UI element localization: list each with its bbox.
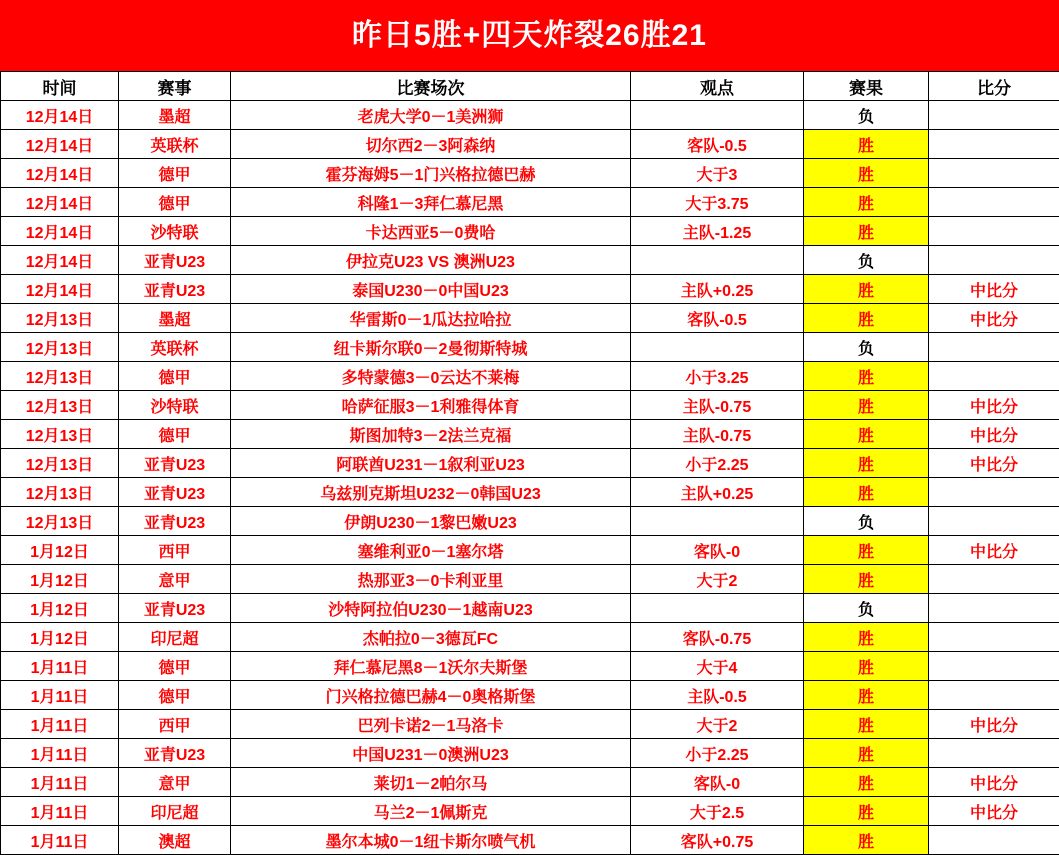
cell-score xyxy=(929,826,1059,855)
cell-result: 胜 xyxy=(804,768,929,797)
cell-match: 塞维利亚0－1塞尔塔 xyxy=(231,536,631,565)
cell-league: 西甲 xyxy=(119,536,231,565)
cell-league: 亚青U23 xyxy=(119,246,231,275)
cell-time: 12月13日 xyxy=(1,507,119,536)
cell-time: 1月11日 xyxy=(1,652,119,681)
cell-time: 12月14日 xyxy=(1,159,119,188)
table-row xyxy=(1,188,1059,217)
cell-view: 主队-0.75 xyxy=(631,391,804,420)
cell-time: 12月13日 xyxy=(1,391,119,420)
cell-league: 德甲 xyxy=(119,188,231,217)
cell-result: 胜 xyxy=(804,420,929,449)
cell-match: 巴列卡诺2－1马洛卡 xyxy=(231,710,631,739)
page-title: 昨日5胜+四天炸裂26胜21 xyxy=(0,0,1059,71)
cell-result: 负 xyxy=(804,507,929,536)
cell-match: 沙特阿拉伯U230－1越南U23 xyxy=(231,594,631,623)
cell-match: 老虎大学0－1美洲狮 xyxy=(231,101,631,130)
cell-league: 亚青U23 xyxy=(119,594,231,623)
table-row xyxy=(1,594,1059,623)
cell-score: 中比分 xyxy=(929,449,1059,478)
cell-time: 12月14日 xyxy=(1,101,119,130)
cell-score: 中比分 xyxy=(929,797,1059,826)
cell-league: 沙特联 xyxy=(119,217,231,246)
cell-match: 伊朗U230－1黎巴嫩U23 xyxy=(231,507,631,536)
results-table xyxy=(0,71,1059,855)
cell-result: 胜 xyxy=(804,275,929,304)
table-row xyxy=(1,449,1059,478)
cell-score xyxy=(929,507,1059,536)
cell-league: 英联杯 xyxy=(119,130,231,159)
cell-match: 门兴格拉德巴赫4－0奥格斯堡 xyxy=(231,681,631,710)
cell-score xyxy=(929,101,1059,130)
table-row xyxy=(1,681,1059,710)
cell-view: 客队+0.75 xyxy=(631,826,804,855)
cell-league: 亚青U23 xyxy=(119,478,231,507)
cell-view: 小于3.25 xyxy=(631,362,804,391)
cell-match: 纽卡斯尔联0－2曼彻斯特城 xyxy=(231,333,631,362)
cell-result: 胜 xyxy=(804,739,929,768)
cell-time: 12月14日 xyxy=(1,246,119,275)
cell-match: 卡达西亚5－0费哈 xyxy=(231,217,631,246)
cell-match: 拜仁慕尼黑8－1沃尔夫斯堡 xyxy=(231,652,631,681)
cell-score xyxy=(929,478,1059,507)
cell-view: 小于2.25 xyxy=(631,449,804,478)
cell-league: 印尼超 xyxy=(119,797,231,826)
cell-score: 中比分 xyxy=(929,275,1059,304)
cell-view xyxy=(631,101,804,130)
cell-score: 中比分 xyxy=(929,391,1059,420)
cell-match: 墨尔本城0－1纽卡斯尔喷气机 xyxy=(231,826,631,855)
cell-view: 主队+0.25 xyxy=(631,478,804,507)
cell-view xyxy=(631,594,804,623)
cell-score xyxy=(929,130,1059,159)
cell-score: 中比分 xyxy=(929,304,1059,333)
cell-time: 12月13日 xyxy=(1,304,119,333)
cell-match: 杰帕拉0－3德瓦FC xyxy=(231,623,631,652)
cell-time: 1月11日 xyxy=(1,797,119,826)
cell-result: 胜 xyxy=(804,362,929,391)
cell-view: 大于3 xyxy=(631,159,804,188)
cell-view: 小于2.25 xyxy=(631,739,804,768)
table-row xyxy=(1,623,1059,652)
table-row xyxy=(1,101,1059,130)
column-header-league: 赛事 xyxy=(119,72,231,101)
table-row xyxy=(1,710,1059,739)
cell-view xyxy=(631,333,804,362)
cell-score xyxy=(929,217,1059,246)
cell-view: 客队-0.5 xyxy=(631,304,804,333)
cell-time: 1月12日 xyxy=(1,623,119,652)
table-row xyxy=(1,768,1059,797)
cell-match: 切尔西2－3阿森纳 xyxy=(231,130,631,159)
cell-view: 主队-0.5 xyxy=(631,681,804,710)
cell-time: 12月14日 xyxy=(1,275,119,304)
cell-score xyxy=(929,623,1059,652)
table-row xyxy=(1,420,1059,449)
cell-time: 1月12日 xyxy=(1,594,119,623)
cell-result: 负 xyxy=(804,246,929,275)
cell-time: 12月14日 xyxy=(1,217,119,246)
cell-result: 胜 xyxy=(804,826,929,855)
cell-league: 亚青U23 xyxy=(119,507,231,536)
cell-view: 大于2 xyxy=(631,565,804,594)
cell-result: 胜 xyxy=(804,188,929,217)
cell-result: 胜 xyxy=(804,304,929,333)
cell-result: 胜 xyxy=(804,130,929,159)
cell-league: 亚青U23 xyxy=(119,739,231,768)
table-row xyxy=(1,246,1059,275)
cell-view: 客队-0.75 xyxy=(631,623,804,652)
cell-league: 墨超 xyxy=(119,101,231,130)
cell-score xyxy=(929,594,1059,623)
cell-match: 多特蒙德3－0云达不莱梅 xyxy=(231,362,631,391)
table-row xyxy=(1,217,1059,246)
table-row xyxy=(1,507,1059,536)
cell-score xyxy=(929,333,1059,362)
cell-result: 胜 xyxy=(804,710,929,739)
cell-time: 12月13日 xyxy=(1,333,119,362)
cell-score xyxy=(929,681,1059,710)
table-row xyxy=(1,275,1059,304)
cell-score xyxy=(929,159,1059,188)
cell-time: 1月11日 xyxy=(1,710,119,739)
cell-league: 英联杯 xyxy=(119,333,231,362)
cell-view: 主队-0.75 xyxy=(631,420,804,449)
cell-league: 德甲 xyxy=(119,362,231,391)
cell-league: 意甲 xyxy=(119,565,231,594)
cell-league: 意甲 xyxy=(119,768,231,797)
cell-score xyxy=(929,652,1059,681)
table-row xyxy=(1,826,1059,855)
cell-view xyxy=(631,246,804,275)
cell-score xyxy=(929,565,1059,594)
cell-time: 1月11日 xyxy=(1,681,119,710)
cell-match: 马兰2－1佩斯克 xyxy=(231,797,631,826)
cell-match: 泰国U230－0中国U23 xyxy=(231,275,631,304)
cell-league: 亚青U23 xyxy=(119,449,231,478)
column-header-time: 时间 xyxy=(1,72,119,101)
table-header-row xyxy=(1,72,1059,101)
cell-result: 胜 xyxy=(804,478,929,507)
cell-time: 12月14日 xyxy=(1,188,119,217)
cell-match: 斯图加特3－2法兰克福 xyxy=(231,420,631,449)
cell-result: 负 xyxy=(804,333,929,362)
cell-score xyxy=(929,246,1059,275)
cell-league: 德甲 xyxy=(119,159,231,188)
cell-league: 西甲 xyxy=(119,710,231,739)
cell-result: 胜 xyxy=(804,159,929,188)
cell-view: 大于2.5 xyxy=(631,797,804,826)
cell-league: 澳超 xyxy=(119,826,231,855)
cell-result: 胜 xyxy=(804,652,929,681)
cell-league: 德甲 xyxy=(119,420,231,449)
cell-league: 墨超 xyxy=(119,304,231,333)
cell-result: 胜 xyxy=(804,623,929,652)
table-row xyxy=(1,536,1059,565)
cell-score xyxy=(929,739,1059,768)
cell-result: 胜 xyxy=(804,681,929,710)
cell-time: 1月12日 xyxy=(1,536,119,565)
cell-time: 1月11日 xyxy=(1,739,119,768)
cell-view: 客队-0 xyxy=(631,768,804,797)
cell-result: 胜 xyxy=(804,391,929,420)
table-row xyxy=(1,304,1059,333)
cell-league: 亚青U23 xyxy=(119,275,231,304)
cell-view xyxy=(631,507,804,536)
cell-score: 中比分 xyxy=(929,710,1059,739)
table-row xyxy=(1,333,1059,362)
cell-match: 阿联酋U231－1叙利亚U23 xyxy=(231,449,631,478)
cell-time: 1月12日 xyxy=(1,565,119,594)
table-row xyxy=(1,159,1059,188)
cell-result: 胜 xyxy=(804,217,929,246)
column-header-result: 赛果 xyxy=(804,72,929,101)
table-row xyxy=(1,565,1059,594)
cell-time: 12月13日 xyxy=(1,478,119,507)
cell-match: 哈萨征服3－1利雅得体育 xyxy=(231,391,631,420)
cell-league: 德甲 xyxy=(119,652,231,681)
cell-match: 伊拉克U23 VS 澳洲U23 xyxy=(231,246,631,275)
cell-match: 乌兹别克斯坦U232－0韩国U23 xyxy=(231,478,631,507)
cell-score: 中比分 xyxy=(929,536,1059,565)
column-header-view: 观点 xyxy=(631,72,804,101)
table-row xyxy=(1,478,1059,507)
cell-time: 1月11日 xyxy=(1,768,119,797)
cell-match: 霍芬海姆5－1门兴格拉德巴赫 xyxy=(231,159,631,188)
cell-view: 客队-0.5 xyxy=(631,130,804,159)
cell-match: 热那亚3－0卡利亚里 xyxy=(231,565,631,594)
cell-view: 主队-1.25 xyxy=(631,217,804,246)
cell-result: 胜 xyxy=(804,449,929,478)
cell-view: 大于2 xyxy=(631,710,804,739)
table-row xyxy=(1,797,1059,826)
cell-view: 客队-0 xyxy=(631,536,804,565)
cell-result: 负 xyxy=(804,101,929,130)
table-row xyxy=(1,391,1059,420)
table-row xyxy=(1,739,1059,768)
cell-time: 1月11日 xyxy=(1,826,119,855)
cell-match: 华雷斯0－1瓜达拉哈拉 xyxy=(231,304,631,333)
cell-result: 胜 xyxy=(804,565,929,594)
table-row xyxy=(1,362,1059,391)
cell-league: 德甲 xyxy=(119,681,231,710)
cell-match: 中国U231－0澳洲U23 xyxy=(231,739,631,768)
cell-result: 胜 xyxy=(804,536,929,565)
cell-time: 12月13日 xyxy=(1,420,119,449)
cell-time: 12月14日 xyxy=(1,130,119,159)
table-row xyxy=(1,652,1059,681)
cell-score: 中比分 xyxy=(929,420,1059,449)
cell-score xyxy=(929,188,1059,217)
cell-result: 负 xyxy=(804,594,929,623)
column-header-score: 比分 xyxy=(929,72,1059,101)
cell-time: 12月13日 xyxy=(1,449,119,478)
cell-result: 胜 xyxy=(804,797,929,826)
cell-match: 莱切1－2帕尔马 xyxy=(231,768,631,797)
cell-view: 主队+0.25 xyxy=(631,275,804,304)
cell-view: 大于4 xyxy=(631,652,804,681)
cell-view: 大于3.75 xyxy=(631,188,804,217)
cell-score xyxy=(929,362,1059,391)
cell-score: 中比分 xyxy=(929,768,1059,797)
table-row xyxy=(1,130,1059,159)
cell-match: 科隆1－3拜仁慕尼黑 xyxy=(231,188,631,217)
column-header-match: 比赛场次 xyxy=(231,72,631,101)
cell-league: 沙特联 xyxy=(119,391,231,420)
cell-league: 印尼超 xyxy=(119,623,231,652)
cell-time: 12月13日 xyxy=(1,362,119,391)
